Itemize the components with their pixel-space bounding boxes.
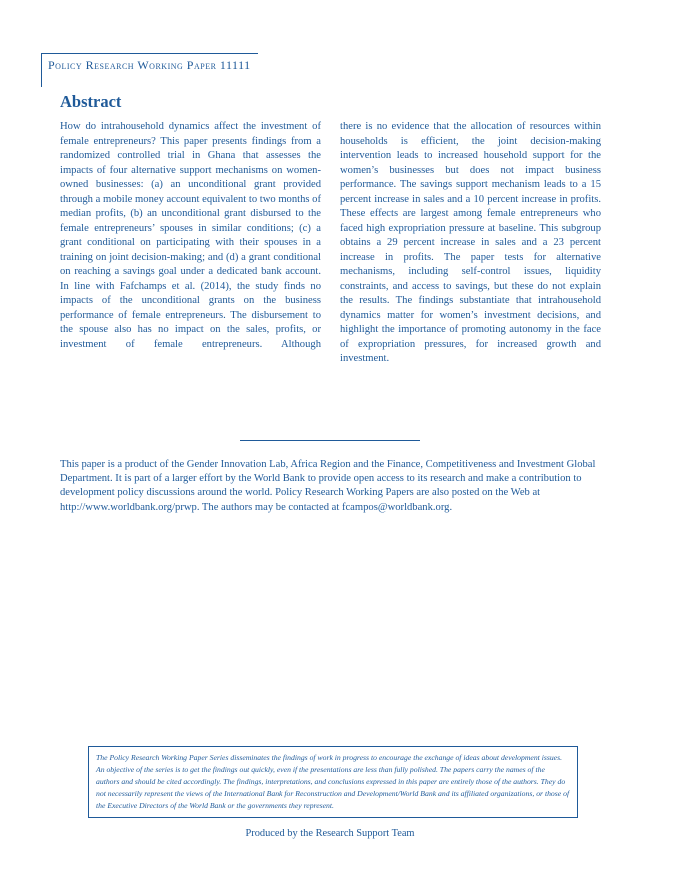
abstract-column-right: there is no evidence that the allocation of resources within households is efficient, the joint decision-making intervention leads to increased household support for the women’s businesses but does not impact business performance. The savings support mechanism leads to a 15 percent increase in sales and a 10 percent increase in profits. These effects are largest among female entrepreneurs who faced high expropriation pressure at baseline. This subgroup obtains a 29 percent increase in sales and a 23 percent increase in profits. The paper tests for alternative mechanisms, including self-control issues, liquidity constraints, and access to savings, but these do not explain the results. The findings substantiate that intrahousehold dynamics matter for women’s investment decisions, and highlight the importance of promoting autonomy in the face of expropriation pressures, for increased growth and investment. bbox=[340, 121, 601, 364]
product-note: This paper is a product of the Gender Innovation Lab, Africa Region and the Finance, Competitiveness and Investment Global Department. It is part of a larger effort by the World Bank to provide open access to its research and make a contribution to development policy discussions around the world. Policy Research Working Papers are also posted on the Web at http://www.worldbank.org/prwp. The authors may be contacted at fcampos@worldbank.org. bbox=[60, 459, 596, 513]
series-title: Policy Research Working Paper 11111 bbox=[48, 58, 251, 72]
abstract-heading: Abstract bbox=[60, 92, 122, 111]
abstract-column-left: How do intrahousehold dynamics affect the investment of female entrepreneurs? This paper presents findings from a randomized controlled trial in Ghana that assesses the impacts of four alternative support mechanisms on women-owned businesses: (a) an unconditional grant provided through a mobile money account equivalent to two months of median profits, (b) an unconditional grant disbursed to the female entrepreneurs’ spouses in similar conditions; (c) a grant conditional on participating with their spouses in a training on joint decision-making; and (d) a grant conditional on reaching a savings goal under a dedicated bank account. In line with Fafchamps et al. (2014), the study finds no impacts of the unconditional grants on the business performance of female entrepreneurs. The disbursement to the spouse also has no impact on the sales, profits, or investment of female entrepreneurs. Although bbox=[60, 121, 321, 350]
produced-by: Produced by the Research Support Team bbox=[245, 828, 415, 839]
disclaimer-box: The Policy Research Working Paper Series disseminates the findings of work in progress to encourage the exchange of ideas about development issues. An objective of the series is to get the findings out quickly, even if the presentations are less than fully polished. The papers carry the names of the authors and should be cited accordingly. The findings, interpretations, and conclusions expressed in this paper are entirely those of the authors. They do not necessarily represent the views of the International Bank for Reconstruction and Development/World Bank and its affiliated organizations, or those of the Executive Directors of the World Bank or the governments they represent. bbox=[88, 746, 578, 818]
section-divider bbox=[240, 440, 420, 441]
